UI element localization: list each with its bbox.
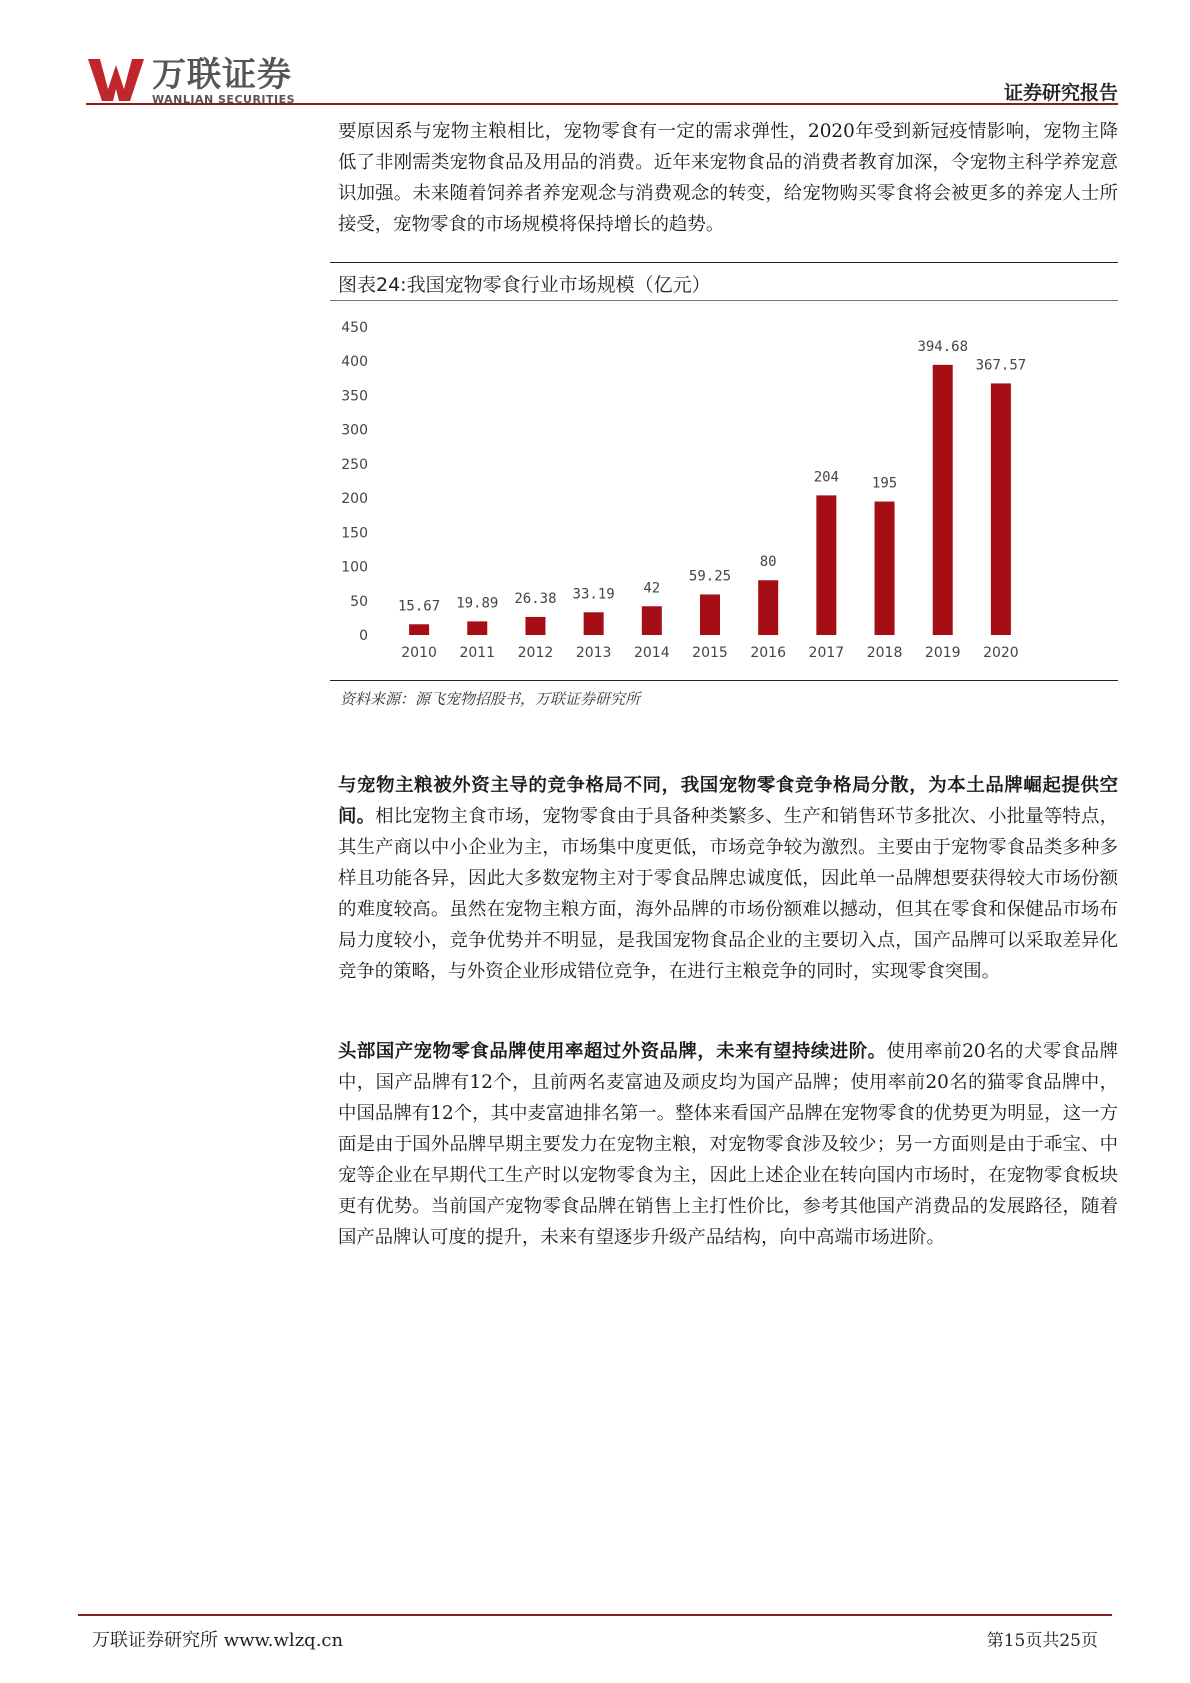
bar-value-label: 33.19	[572, 586, 615, 603]
y-axis	[341, 320, 368, 644]
bar-value-label: 59.25	[688, 568, 732, 585]
bar	[467, 621, 487, 635]
paragraph-brands-body: 使用率前20名的犬零食品牌中，国产品牌有12个，且前两名麦富迪及顽皮均为国产品牌；使用率前20名的猫零食品牌中，中国品牌有12个，其中麦富迪排名第一。整体来看国产品牌在宠物零食的优势更为明显，这一方面是由于国外品牌早期主要发力在宠物主粮，对宠物零食涉及较少；另一方面则是由于乖宝、中宠等企业在早期代工生产时以宠物零食为主，因此上述企业在转向国内市场时，在宠物零食板块更有优势。当前国产宠物零食品牌在销售上主打性价比，参考其他国产消费品的发展路径，随着国产品牌认可度的提升，未来有望逐步升级产品结构，向中高端市场进阶。	[338, 1041, 1118, 1248]
figure-title-rule	[330, 300, 1118, 301]
y-tick-label: 350	[341, 388, 368, 405]
bar	[409, 624, 429, 635]
chart-value-labels	[398, 339, 1026, 614]
bar-chart	[330, 305, 1118, 675]
x-tick-label: 2016	[750, 645, 787, 661]
paragraph-competition-body: 相比宠物主食市场，宠物零食由于具备种类繁多、生产和销售环节多批次、小批量等特点，其生产商以中小企业为主，市场集中度更低，市场竞争较为激烈。主要由于宠物零食品类多种多样且功能各异，因此大多数宠物主对于零食品牌忠诚度低，因此单一品牌想要获得较大市场份额的难度较高。虽然在宠物主粮方面，海外品牌的市场份额难以撼动，但其在零食和保健品市场布局力度较小，竞争优势并不明显，是我国宠物食品企业的主要切入点，国产品牌可以采取差异化竞争的策略，与外资企业形成错位竞争，在进行主粮竞争的同时，实现零食突围。	[338, 806, 1118, 982]
x-tick-label: 2014	[633, 645, 670, 661]
bar-value-label: 42	[643, 580, 661, 597]
y-tick-label: 0	[359, 628, 368, 644]
bar	[933, 365, 953, 635]
paragraph-competition	[338, 770, 1118, 987]
report-type-label: 证券研究报告	[1003, 82, 1118, 104]
intro-paragraph: 要原因系与宠物主粮相比，宠物零食有一定的需求弹性，2020年受到新冠疫情影响，宠物主降低了非刚需类宠物食品及用品的消费。近年来宠物食品的消费者教育加深，令宠物主科学养宠意识加强。未来随着饲养者养宠观念与消费观念的转变，给宠物购买零食将会被更多的养宠人士所接受，宠物零食的市场规模将保持增长的趋势。	[338, 121, 1118, 235]
bar-value-label: 204	[813, 469, 840, 486]
figure-bottom-rule	[330, 680, 1118, 681]
x-axis	[401, 645, 1018, 661]
footer-divider	[78, 1614, 1112, 1616]
x-tick-label: 2010	[401, 645, 437, 661]
x-tick-label: 2018	[866, 645, 903, 661]
chart-bars	[409, 365, 1011, 635]
bar	[875, 502, 895, 635]
logo-text-en: WANLIAN SECURITIES	[152, 93, 296, 106]
figure-top-rule	[330, 262, 1118, 263]
paragraph-competition-lead: 与宠物主粮被外资主导的竞争格局不同，我国宠物零食竞争格局分散，为本土品牌崛起提供空间。	[338, 775, 1118, 827]
logo-text-cn: 万联证券	[152, 55, 292, 95]
bar	[584, 612, 604, 635]
paragraph-brands-lead: 头部国产宠物零食品牌使用率超过外资品牌，未来有望持续进阶。	[338, 1041, 887, 1062]
bar-value-label: 15.67	[398, 598, 441, 615]
y-tick-label: 50	[350, 593, 368, 610]
x-tick-label: 2013	[575, 645, 612, 661]
bar-value-label: 195	[871, 475, 898, 492]
bar-value-label: 367.57	[975, 357, 1027, 374]
bar	[758, 580, 778, 635]
y-tick-label: 250	[341, 456, 368, 473]
bar	[700, 594, 720, 635]
x-tick-label: 2015	[692, 645, 728, 661]
y-tick-label: 400	[341, 354, 368, 371]
y-tick-label: 450	[341, 320, 368, 336]
bar	[816, 495, 836, 635]
x-tick-label: 2019	[924, 645, 961, 661]
x-tick-label: 2011	[459, 645, 496, 661]
bar	[525, 617, 545, 635]
y-tick-label: 300	[341, 422, 368, 439]
company-logo	[86, 55, 316, 105]
bar	[991, 383, 1011, 635]
header-divider	[86, 103, 1118, 105]
y-tick-label: 150	[341, 525, 368, 542]
bar-value-label: 80	[759, 554, 777, 571]
bar	[642, 606, 662, 635]
bar-value-label: 394.68	[917, 338, 969, 355]
x-tick-label: 2020	[983, 645, 1019, 661]
x-tick-label: 2017	[808, 645, 845, 661]
bar-value-label: 26.38	[514, 590, 557, 607]
footer-institute: 万联证券研究所 www.wlzq.cn	[92, 1630, 344, 1651]
figure-source: 资料来源：源飞宠物招股书，万联证券研究所	[340, 690, 641, 708]
y-tick-label: 200	[341, 491, 368, 508]
page-number: 第15页共25页	[986, 1631, 1098, 1651]
figure-title: 图表24:我国宠物零食行业市场规模（亿元）	[338, 274, 711, 296]
paragraph-brands	[338, 1036, 1118, 1253]
bar-value-label: 19.89	[456, 595, 499, 612]
x-tick-label: 2012	[517, 645, 554, 661]
logo-w-icon	[86, 55, 146, 105]
y-tick-label: 100	[341, 559, 368, 576]
